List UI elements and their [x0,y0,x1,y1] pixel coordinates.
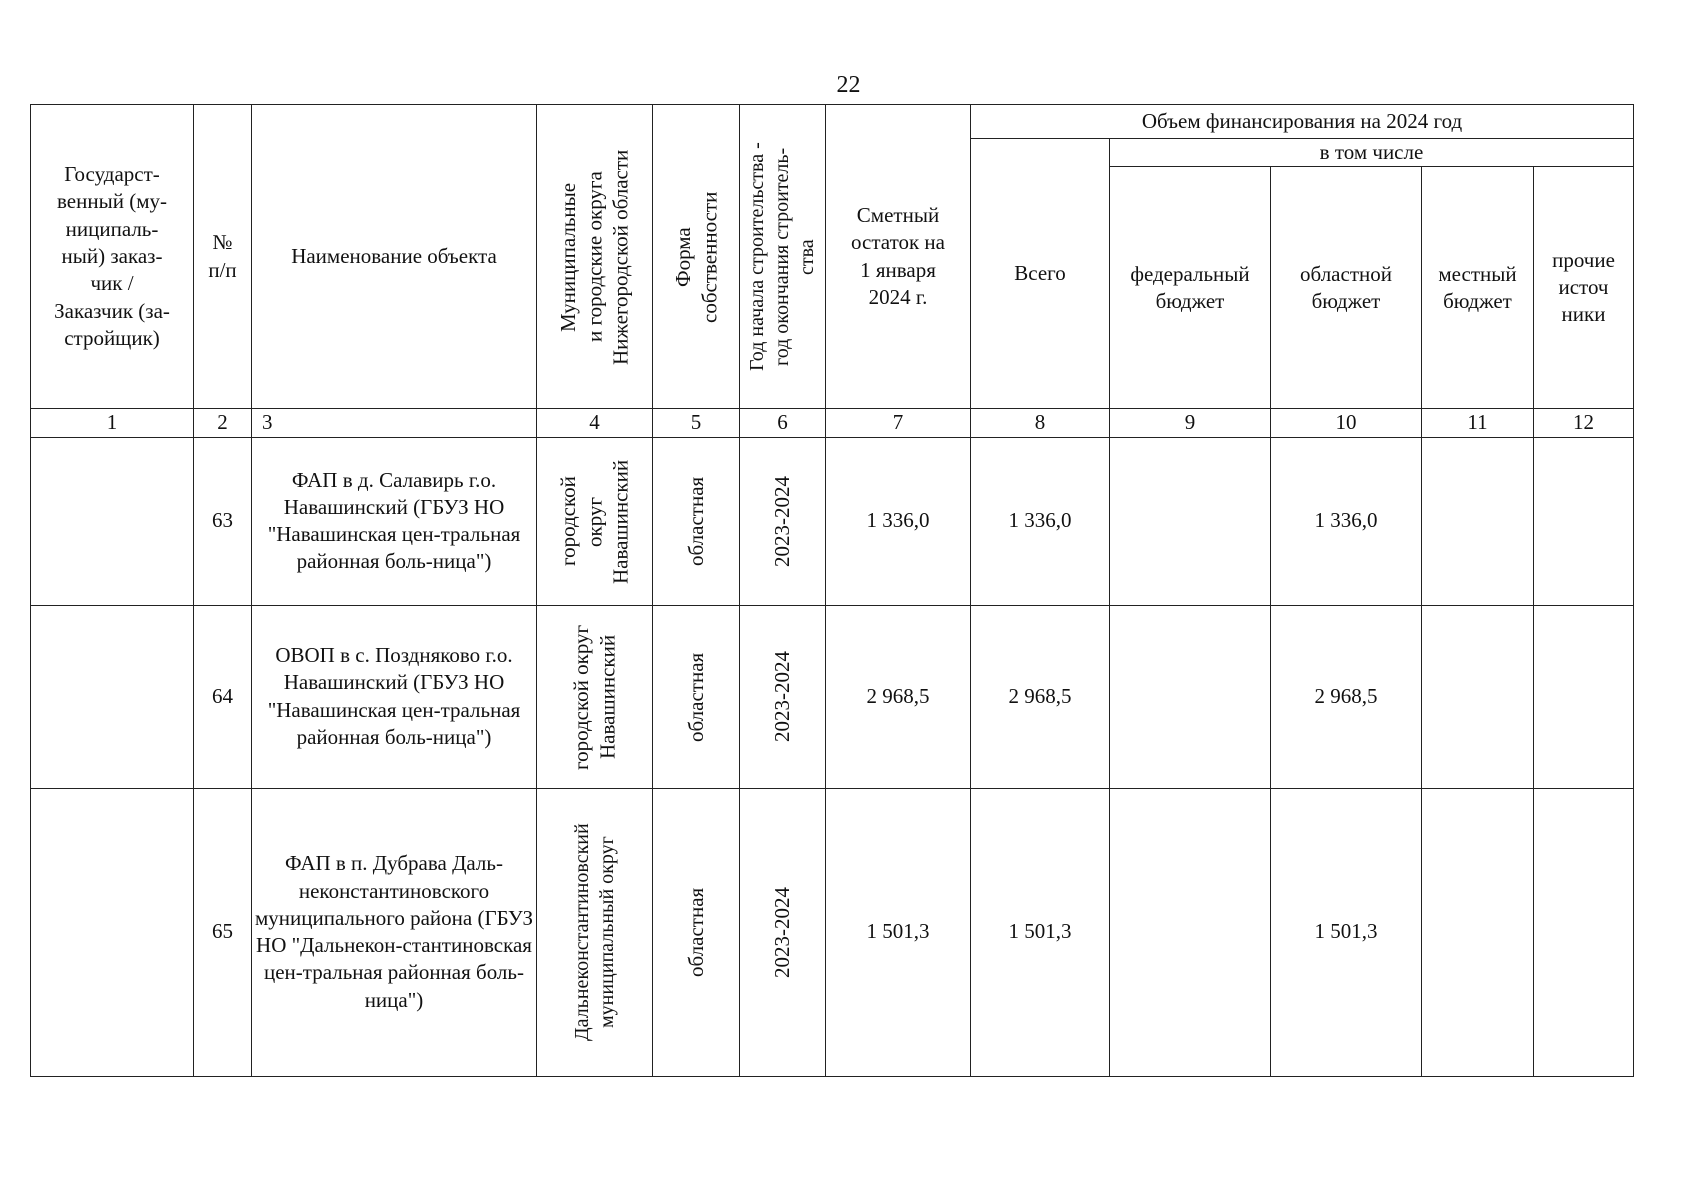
row-balance: 1 336,0 [826,437,971,605]
financing-table [30,104,1634,1077]
header-federal: федеральный бюджет [1110,167,1271,409]
header-including: в том числе [1110,139,1634,167]
column-number: 10 [1271,409,1422,437]
row-regional: 2 968,5 [1271,605,1422,788]
row-balance: 1 501,3 [826,788,971,1076]
row-number: 64 [194,605,252,788]
column-number: 2 [194,409,252,437]
header-object-name: Наименование объекта [252,105,537,409]
row-ownership: областная [653,605,740,788]
row-years: 2023-2024 [740,605,826,788]
column-number: 9 [1110,409,1271,437]
row-customer [31,788,194,1076]
header-years: Год начала строительства - год окончания строитель- ства [740,105,826,409]
row-number: 63 [194,437,252,605]
column-number-row [31,409,1634,437]
header-ownership: Форма собственности [653,105,740,409]
row-customer [31,437,194,605]
row-total: 2 968,5 [971,605,1110,788]
column-number: 8 [971,409,1110,437]
header-total: Всего [971,139,1110,409]
row-municipality: Дальнеконстантиновский муниципальный округ [537,788,653,1076]
column-number: 4 [537,409,653,437]
column-number: 5 [653,409,740,437]
row-regional: 1 336,0 [1271,437,1422,605]
row-federal [1110,437,1271,605]
column-number: 11 [1422,409,1534,437]
row-local [1422,437,1534,605]
column-number: 1 [31,409,194,437]
column-number: 12 [1534,409,1634,437]
table-row [31,605,1634,788]
row-object-name: ФАП в д. Салавирь г.о. Навашинский (ГБУЗ НО "Навашинская цен-тральная районная боль-ница") [252,437,537,605]
row-other [1534,437,1634,605]
row-customer [31,605,194,788]
row-total: 1 501,3 [971,788,1110,1076]
row-regional: 1 501,3 [1271,788,1422,1076]
column-number: 7 [826,409,971,437]
row-total: 1 336,0 [971,437,1110,605]
header-balance: Сметный остаток на 1 января 2024 г. [826,105,971,409]
row-municipality: городской округ Навашинский [537,605,653,788]
column-number: 3 [252,409,537,437]
row-ownership: областная [653,788,740,1076]
row-other [1534,605,1634,788]
row-balance: 2 968,5 [826,605,971,788]
row-ownership: областная [653,437,740,605]
row-municipality: городской округ Навашинский [537,437,653,605]
header-financing: Объем финансирования на 2024 год [971,105,1634,139]
page-number: 22 [836,72,861,98]
header-other: прочие источ ники [1534,167,1634,409]
column-number: 6 [740,409,826,437]
row-federal [1110,788,1271,1076]
row-object-name: ФАП в п. Дубрава Даль-неконстантиновского муниципального района (ГБУЗ НО "Дальнекон-стантиновская цен-тральная районная боль-ница") [252,788,537,1076]
row-local [1422,605,1534,788]
table-row [31,788,1634,1076]
row-local [1422,788,1534,1076]
row-years: 2023-2024 [740,437,826,605]
header-number: № п/п [194,105,252,409]
row-other [1534,788,1634,1076]
row-federal [1110,605,1271,788]
header-municipality: Муниципальные и городские округа Нижегородской области [537,105,653,409]
header-customer: Государст- венный (му- ниципаль- ный) заказ- чик / Заказчик (за- стройщик) [31,105,194,409]
row-object-name: ОВОП в с. Поздняково г.о. Навашинский (ГБУЗ НО "Навашинская цен-тральная районная боль-ница") [252,605,537,788]
row-number: 65 [194,788,252,1076]
row-years: 2023-2024 [740,788,826,1076]
table-row [31,437,1634,605]
header-local: местный бюджет [1422,167,1534,409]
header-regional: областной бюджет [1271,167,1422,409]
